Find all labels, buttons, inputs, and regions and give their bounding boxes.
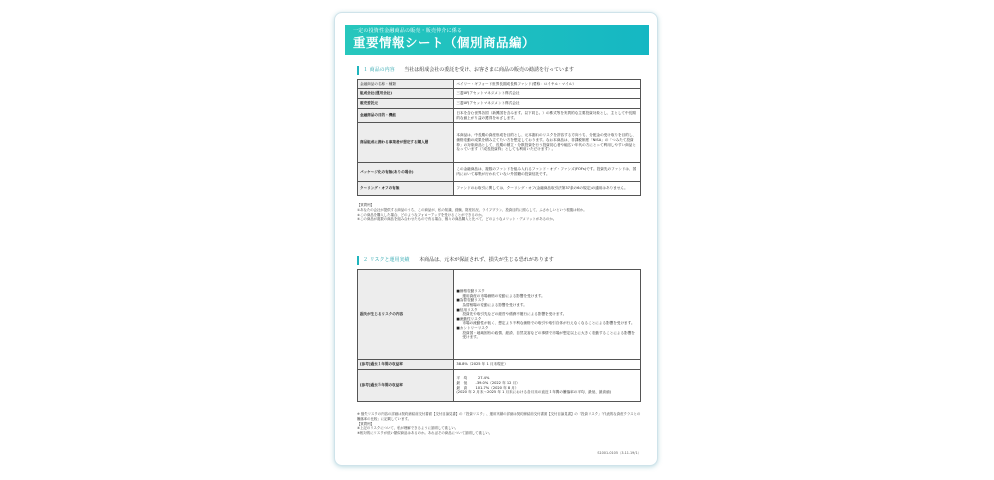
return5-line: (2020 年 2 月末〜2025 年 1 月末における各月末の直近１年間の騰落率の平均、最低、最高値): [456, 390, 612, 395]
note-line: 【質問例】: [357, 421, 374, 426]
return5-label: [参考]過去５年間の収益率: [358, 370, 454, 402]
risk-desc: 為替相場の変動による影響を受けます。: [462, 303, 527, 308]
document-code: S1001-0105（3.11.19/1）: [597, 451, 641, 455]
return5-values: [454, 370, 641, 402]
section2-lead: 本商品は、元本が保証されず、損失が生じる恐れがあります: [419, 257, 554, 263]
note-line: ①あなたの会社が提供する商品のうち、この商品が、私の知識、経験、財産状況、ライフプラン、投資目的に照らして、ふさわしいという根拠は何か。: [357, 207, 587, 212]
risk-label: 損失が生じるリスクの内容: [358, 270, 454, 360]
risk-title: ■流動性リスク: [456, 316, 482, 321]
row-value: この金融商品は、複数のファンドを組み入れるファンド・オブ・ファンズ(FOFs)です。投資先のファンドは、国内において募集が行われていない外国籍の投資信託です。: [454, 163, 641, 182]
risk-item: [456, 308, 638, 317]
section2-number: ２ リスクと運用実績: [363, 257, 410, 263]
risk-item: [456, 298, 638, 307]
table-row: [358, 109, 641, 123]
row-value: ベイリー・ギフォード世界長期成長株ファンド(愛称：ロイヤル・マイル）: [454, 80, 641, 89]
risk-title: ■価格変動リスク: [456, 289, 485, 294]
row-value: 三菱UFJアセットマネジメント株式会社: [454, 89, 641, 99]
table-row: [358, 89, 641, 99]
section2-heading: [357, 256, 554, 265]
risk-title: ■カントリーリスク: [456, 325, 489, 330]
section1-number: １ 商品の内容: [363, 67, 395, 73]
risk-item: [456, 317, 638, 326]
risk-table: [357, 269, 641, 402]
risk-desc: 投資先や取引先などの経営や債務不履行による影響を受けます。: [462, 312, 567, 317]
note-line: 【質問例】: [357, 203, 374, 207]
risk-item: [456, 326, 638, 340]
risk-desc: 市場の流動性が低く、想定より不利な価格での取引や取引自体が行えなくなることによる影響を受けます。: [462, 321, 635, 326]
section1-lead: 当社は組成会社の委託を受け、お客さまに商品の販売の勧誘を行っています: [404, 67, 574, 73]
product-table: [357, 79, 641, 196]
risk-desc: 投資国・地域固有の政情、経済、自然災害などの事情で市場が想定以上に大きく変動することによる影響を受けます。: [462, 330, 635, 340]
row-value: 三菱UFJアセットマネジメント株式会社: [454, 99, 641, 109]
row-value: 日本を含む世界各国（新興国を含みます。以下同じ。）の株式等を実質的な主要投資対象とし、主として中長期的な値上がり益の獲得をめざします。: [454, 109, 641, 123]
document-page: [334, 12, 658, 466]
return1-value: 38.8%（2025 年 1 月末現在）: [454, 360, 641, 370]
risk-title: ■信用リスク: [456, 307, 478, 312]
return1-label: [参考]過去１年間の収益率: [358, 360, 454, 370]
section1-heading: [357, 66, 574, 75]
row-label: 販売委託元: [358, 99, 454, 109]
table-row: [358, 270, 641, 360]
note-line: ③この商品が複数の商品を組み合わせたもので有る場合、個々の商品購入と比べて、どのようなメリット・デメリットがあるのか。: [357, 217, 557, 222]
table-row: [358, 80, 641, 89]
banner-subtitle: 一定の投資性金融商品の販売・販売仲介に係る: [353, 28, 463, 34]
row-label: クーリング・オフの有無: [358, 182, 454, 196]
risk-title: ■為替変動リスク: [456, 298, 485, 303]
return5-line: 最 高 101.7%（2020 年 8 月）: [456, 385, 519, 390]
table-row: [358, 163, 641, 182]
section2-notes: [357, 412, 641, 436]
row-value: 本商品は、中長期の資産形成を目的とし、元本割れのリスクを許容する方向うち、分配金の受け取りを目的し、価格変動の成果を積み立てたい方を想定しております。なお本商品は、非課税制度「NISA」の「つみたて投資枠」の対象商品として、長期の積立・分散投資を行う投資初心者や幅広い年代の方にとって利用しやすい商品となっています（「成長投資枠」としても利用いただけます）。: [454, 123, 641, 163]
banner-title: 重要情報シート（個別商品編）: [353, 35, 536, 50]
table-row: [358, 360, 641, 370]
row-label: 金融商品の名称・種類: [358, 80, 454, 89]
table-row: [358, 182, 641, 196]
section1-notes: [357, 203, 641, 222]
row-label: パッケージ化の有無(ありの場合): [358, 163, 454, 182]
table-row: [358, 370, 641, 402]
note-line: ※ 損失リスクの内容の詳細は契約締結前交付書面【交付目論見書】の「投資リスク」、運用実績の詳細は契約締結前交付書面【交付目論見書】の「投資リスク」「代表的な資産クラスとの騰落率の比較」に記載しています。: [357, 412, 641, 421]
note-line: ②この商品を購入した場合、どのようなフォローアップを受けることができるのか。: [357, 212, 485, 217]
row-label: 商品組成に携わる事業者が想定する購入層: [358, 123, 454, 163]
risk-list: [454, 270, 641, 360]
title-banner: [345, 25, 649, 55]
row-label: 金融商品の目的・機能: [358, 109, 454, 123]
row-label: 組成会社(運用会社): [358, 89, 454, 99]
table-row: [358, 99, 641, 109]
return5-line: 平 均 27.4%: [456, 376, 490, 381]
row-value: ファンドのお取引に関しては、クーリング・オフ(金融商品取引法第37条の6の規定)の適用はありません。: [454, 182, 641, 196]
risk-desc: 運用資産の市場価格の変動による影響を受けます。: [462, 293, 545, 298]
table-row: [358, 123, 641, 163]
return5-line: 最 低 -39.0%（2022 年 12 月）: [456, 380, 520, 385]
note-line: ⑤相対的にリスクが低い類似商品はあるのか。あればその商品について説明して欲しい。: [357, 431, 493, 436]
note-line: ④上記のリスクについて、私が理解できるように説明して欲しい。: [357, 426, 459, 431]
